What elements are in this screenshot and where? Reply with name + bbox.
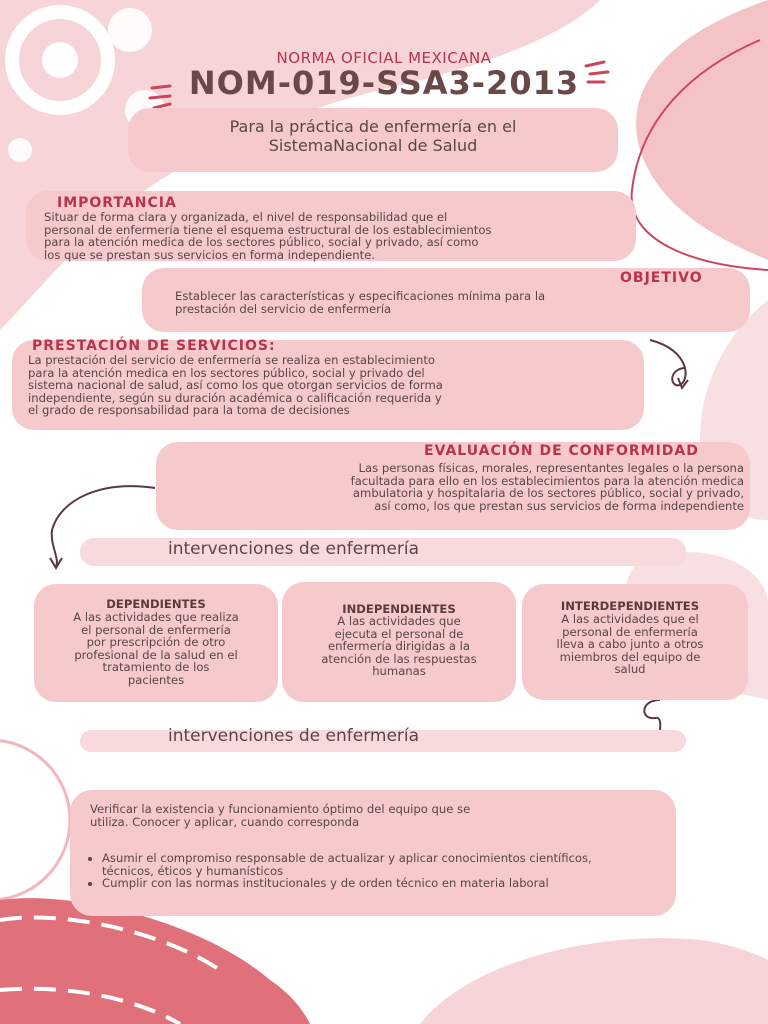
pre-title: NORMA OFICIAL MEXICANA [276,49,492,67]
card-dependientes-text: A las actividades que realiza el personal de enfermería por prescripción de otro profesional de la salud en el tratamiento de los pacientes [73,610,239,687]
bullet-item: • Asumir el compromiso responsable de actualizar y aplicar conocimientos científicos, técnicos, éticos y humanísticos [102,852,632,877]
prestacion-heading: PRESTACIÓN DE SERVICIOS: [32,338,276,354]
objetivo-heading: OBJETIVO [620,270,703,286]
interventions-bar-1-label: intervenciones de enfermería [168,539,420,559]
card-independientes-text: A las actividades que ejecuta el personal de enfermería dirigidas a la atención de las respuestas humanas [321,614,477,679]
prestacion-text: La prestación del servicio de enfermería se realiza en establecimiento para la atención medica en los sectores público, social y privado del sistema nacional de salud, así como los que otorgan servicios de forma independiente, según su duración académica o calificación requerida y el grado de responsabilidad para la toma de decisiones [28,353,443,418]
final-box-bullets [72,852,632,890]
evaluacion-heading: EVALUACIÓN DE CONFORMIDAD [424,443,699,459]
card-interdependientes-title: INTERDEPENDIENTES [560,599,700,613]
importancia-text: Situar de forma clara y organizada, el nivel de responsabilidad que el personal de enfermería tiene el esquema estructural de los establecimientos para la atención medica de los sectores público, social y privado, así como los que se prestan sus servicios en forma independiente. [44,210,492,262]
card-interdependientes-text: A las actividades que el personal de enfermería lleva a cabo junto a otros miembros del equipo de salud [556,612,704,677]
card-dependientes-title: DEPENDIENTES [106,597,206,611]
final-box-text: Verificar la existencia y funcionamiento óptimo del equipo que se utiliza. Conocer y aplicar, cuando corresponda [90,802,471,829]
importancia-heading: IMPORTANCIA [57,195,177,211]
card-independientes-title: INDEPENDIENTES [342,602,456,616]
interventions-bar-2-label: intervenciones de enfermería [168,726,420,746]
subtitle-line-2: SistemaNacional de Salud [268,136,478,155]
evaluacion-text: Las personas físicas, morales, representantes legales o la persona facultada para ello en los establecimientos para la atención medica ambulatoria y hospitalaria de los sectores público, social y privado, así como, los que prestan sus servicios de forma independiente [350,461,744,513]
subtitle-line-1: Para la práctica de enfermería en el [229,117,517,136]
document-title: NOM-019-SSA3-2013 [188,64,580,102]
bullet-item: • Cumplir con las normas institucionales y de orden técnico en materia laboral [102,877,632,890]
objetivo-text: Establecer las características y especificaciones mínima para la prestación del servicio de enfermería [175,289,546,316]
